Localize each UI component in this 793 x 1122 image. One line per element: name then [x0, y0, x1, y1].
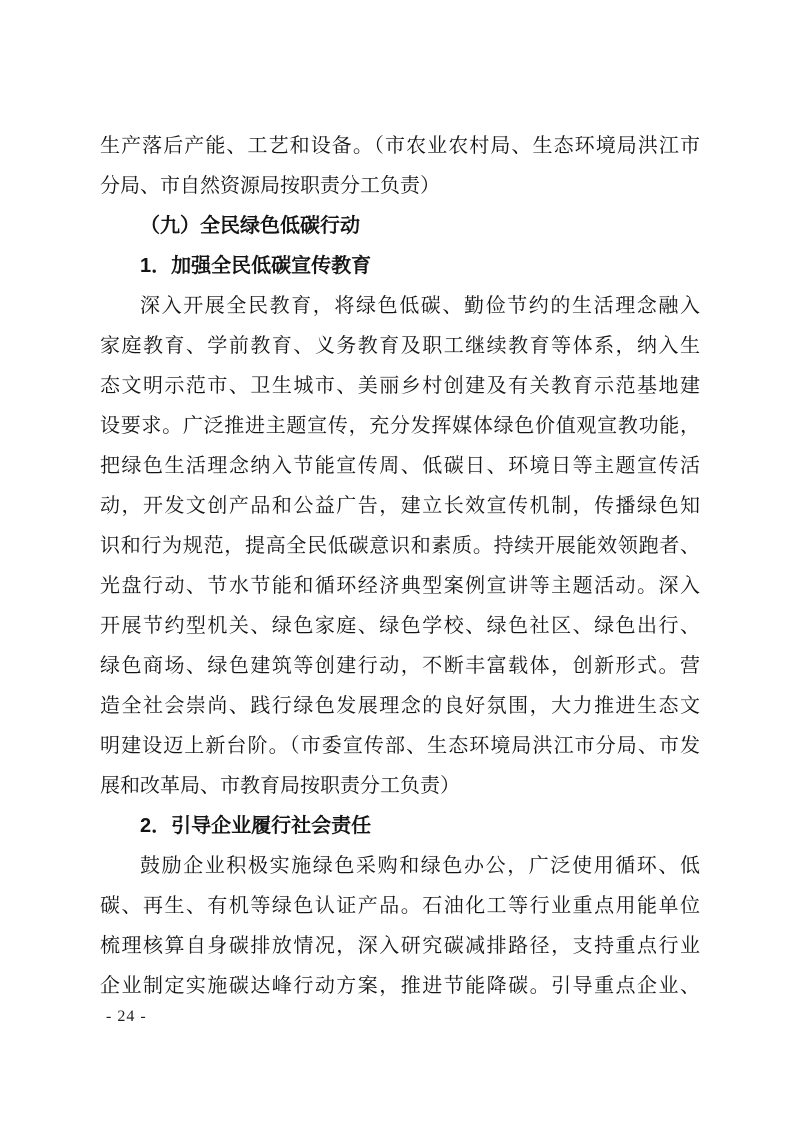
body-text-line: 识和行为规范，提高全民低碳意识和素质。持续开展能效领跑者、 — [100, 535, 700, 557]
body-text-line: 家庭教育、学前教育、义务教育及职工继续教育等体系，纳入生 — [100, 335, 700, 357]
body-text-line: 绿色商场、绿色建筑等创建行动，不断丰富载体，创新形式。营 — [100, 655, 700, 677]
body-text-line: 深入开展全民教育，将绿色低碳、勤俭节约的生活理念融入 — [140, 295, 700, 317]
body-text-line: 开展节约型机关、绿色家庭、绿色学校、绿色社区、绿色出行、 — [100, 615, 700, 637]
body-text-line: 把绿色生活理念纳入节能宣传周、低碳日、环境日等主题宣传活 — [100, 455, 700, 477]
body-text-line: 生产落后产能、工艺和设备。（市农业农村局、生态环境局洪江市 — [100, 135, 700, 157]
body-text-line: 态文明示范市、卫生城市、美丽乡村创建及有关教育示范基地建 — [100, 375, 700, 397]
body-text-line: 造全社会崇尚、践行绿色发展理念的良好氛围，大力推进生态文 — [100, 695, 700, 717]
body-text-line: 光盘行动、节水节能和循环经济典型案例宣讲等主题活动。深入 — [100, 575, 700, 597]
subsection-heading-1: 1．加强全民低碳宣传教育 — [140, 255, 372, 277]
body-text-line: 分局、市自然资源局按职责分工负责） — [100, 175, 440, 197]
subsection-heading-2: 2．引导企业履行社会责任 — [140, 815, 372, 837]
body-text-line: 动，开发文创产品和公益广告，建立长效宣传机制，传播绿色知 — [100, 495, 700, 517]
page-body — [100, 126, 700, 1006]
body-text-line: 碳、再生、有机等绿色认证产品。石油化工等行业重点用能单位 — [100, 895, 700, 917]
section-heading-9: （九）全民绿色低碳行动 — [140, 215, 360, 237]
body-text-line: 展和改革局、市教育局按职责分工负责） — [100, 775, 460, 797]
body-text-line: 鼓励企业积极实施绿色采购和绿色办公，广泛使用循环、低 — [140, 855, 700, 877]
body-text-line: 企业制定实施碳达峰行动方案，推进节能降碳。引导重点企业、 — [100, 975, 700, 997]
page-number: - 24 - — [106, 1008, 147, 1025]
body-text-line: 明建设迈上新台阶。（市委宣传部、生态环境局洪江市分局、市发 — [100, 735, 700, 757]
body-text-line: 设要求。广泛推进主题宣传，充分发挥媒体绿色价值观宣教功能， — [100, 415, 700, 437]
body-text-line: 梳理核算自身碳排放情况，深入研究碳减排路径，支持重点行业 — [100, 935, 700, 957]
